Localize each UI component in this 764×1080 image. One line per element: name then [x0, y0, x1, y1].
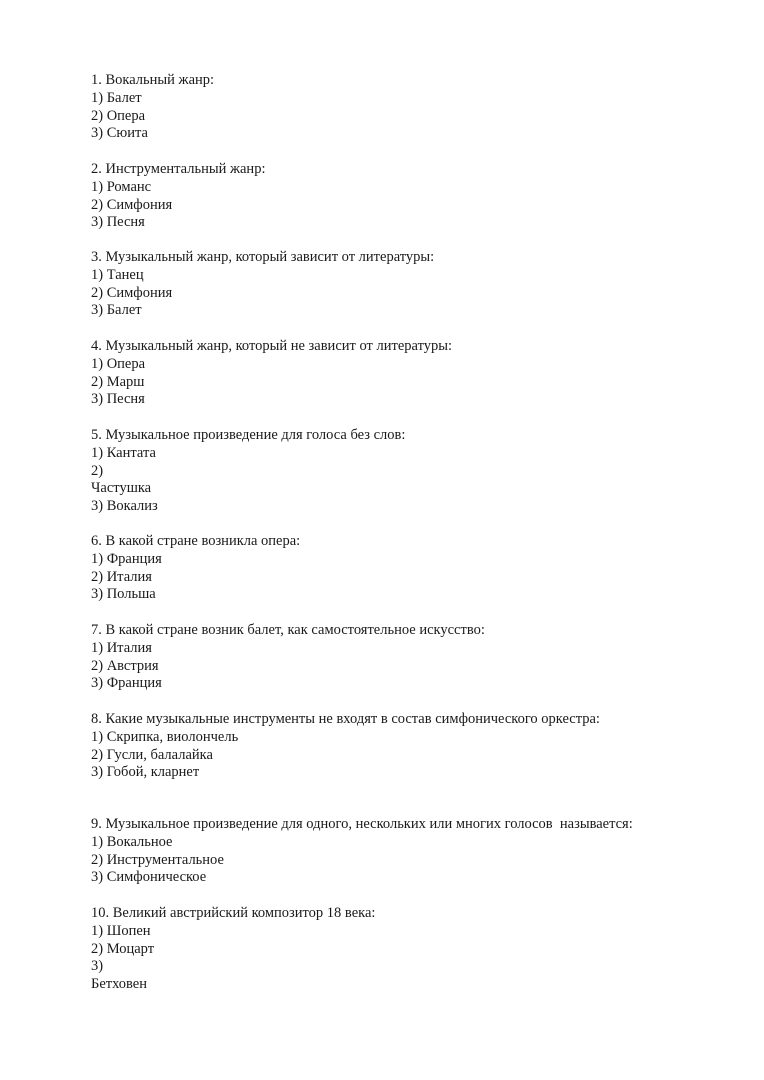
answer-option: 2) Опера: [91, 107, 146, 124]
question-title: 7. В какой стране возник балет, как самостоятельное искусство:: [91, 622, 485, 638]
question-title: 8. Какие музыкальные инструменты не входят в состав симфонического оркестра:: [91, 711, 600, 727]
answer-option: 3) Сюита: [91, 125, 148, 142]
answer-option: 2) Италия: [91, 568, 152, 585]
question-title: 9. Музыкальное произведение для одного, нескольких или многих голосов называется:: [91, 816, 633, 832]
answer-option: 1) Романс: [91, 178, 152, 195]
answer-option: 3) Франция: [91, 675, 162, 692]
question-title: 1. Вокальный жанр:: [91, 72, 215, 88]
answer-option: 2) Австрия: [91, 657, 159, 674]
question-2: [91, 161, 265, 232]
question-10: [91, 905, 375, 994]
question-title: 2. Инструментальный жанр:: [91, 161, 266, 177]
answer-option: 3) Вокализ: [91, 498, 158, 515]
answer-option: 1) Италия: [91, 639, 152, 656]
answer-option: 2) Инструментальное: [91, 851, 224, 868]
answer-option: 1) Шопен: [91, 922, 151, 939]
answer-option: 3): [91, 958, 104, 975]
question-5: [91, 427, 405, 516]
answer-option: 1) Скрипка, виолончель: [91, 728, 239, 745]
question-title: 5. Музыкальное произведение для голоса без слов:: [91, 427, 406, 443]
answer-option: 3) Песня: [91, 391, 145, 408]
answer-option: 2) Симфония: [91, 284, 173, 301]
question-3: [91, 249, 434, 320]
answer-option: 3) Балет: [91, 302, 142, 319]
answer-option: 2) Гусли, балалайка: [91, 746, 213, 763]
question-6: [91, 533, 300, 604]
question-title: 3. Музыкальный жанр, который зависит от литературы:: [91, 249, 435, 265]
answer-option: 1) Опера: [91, 355, 146, 372]
answer-option: 2): [91, 462, 104, 479]
answer-option: 1) Кантата: [91, 444, 156, 461]
question-9: [91, 816, 633, 887]
answer-option: 3) Польша: [91, 586, 156, 603]
answer-option: 3) Симфоническое: [91, 869, 207, 886]
answer-option: 3) Песня: [91, 214, 145, 231]
question-title: 10. Великий австрийский композитор 18 века:: [91, 905, 376, 921]
answer-option: Бетховен: [91, 976, 148, 993]
answer-option: Частушка: [91, 480, 152, 497]
answer-option: 2) Марш: [91, 373, 145, 390]
answer-option: 1) Вокальное: [91, 833, 173, 850]
answer-option: 1) Франция: [91, 550, 162, 567]
question-title: 4. Музыкальный жанр, который не зависит от литературы:: [91, 338, 452, 354]
answer-option: 2) Симфония: [91, 196, 173, 213]
answer-option: 1) Балет: [91, 89, 142, 106]
question-4: [91, 338, 452, 409]
answer-option: 2) Моцарт: [91, 940, 155, 957]
question-1: [91, 72, 214, 143]
question-8: [91, 711, 600, 782]
answer-option: 3) Гобой, кларнет: [91, 764, 200, 781]
question-7: [91, 622, 485, 693]
answer-option: 1) Танец: [91, 266, 144, 283]
question-title: 6. В какой стране возникла опера:: [91, 533, 301, 549]
